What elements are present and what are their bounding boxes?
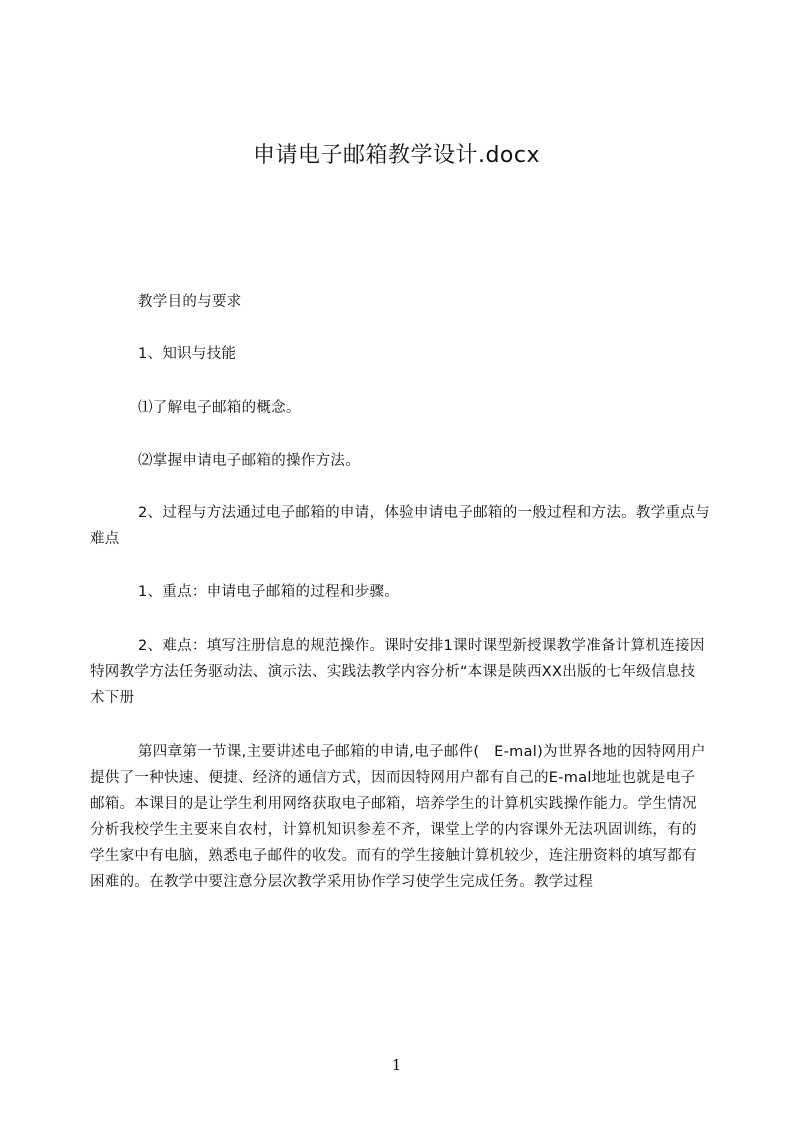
paragraph-item-1: ⑴了解电子邮箱的概念。 [138, 400, 301, 416]
paragraph-knowledge-skills: 1、知识与技能 [138, 346, 237, 362]
document-title: 申请电子邮箱教学设计.docx [252, 143, 541, 168]
paragraph-difficulties: 2、难点：填写注册信息的规范操作。课时安排1课时课型新授课教学准备计算机连接因特网教学方法任务驱动法、演示法、实践法教学内容分析“本课是陕西XX出版的七年级信息技术下册 [90, 638, 705, 706]
paragraph-key-points: 1、重点：申请电子邮箱的过程和步骤。 [138, 584, 400, 600]
paragraph-item-2: ⑵掌握申请电子邮箱的操作方法。 [138, 453, 360, 469]
paragraph-objectives-heading: 教学目的与要求 [138, 294, 242, 310]
page-number: 1 [391, 1056, 402, 1074]
paragraph-chapter-content: 第四章第一节课,主要讲述电子邮箱的申请,电子邮件( E-mal)为世界各地的因特网用户提供了一种快速、便捷、经济的通信方式，因而因特网用户都有自己的E-mal地址也就是电子邮箱。本课目的是让学生利用网络获取电子邮箱，培养学生的计算机实践操作能力。学生情况分析我校学生主要来自农村，计算机知识参差不齐，课堂上学的内容课外无法巩固训练，有的学生家中有电脑，熟悉电子邮件的收发。而有的学生接触计算机较少，连注册资料的填写都有困难的。在教学中要注意分层次教学采用协作学习使学生完成任务。教学过程 [90, 744, 706, 890]
paragraph-process-methods: 2、过程与方法通过电子邮箱的申请，体验申请电子邮箱的一般过程和方法。教学重点与难点 [90, 505, 710, 547]
